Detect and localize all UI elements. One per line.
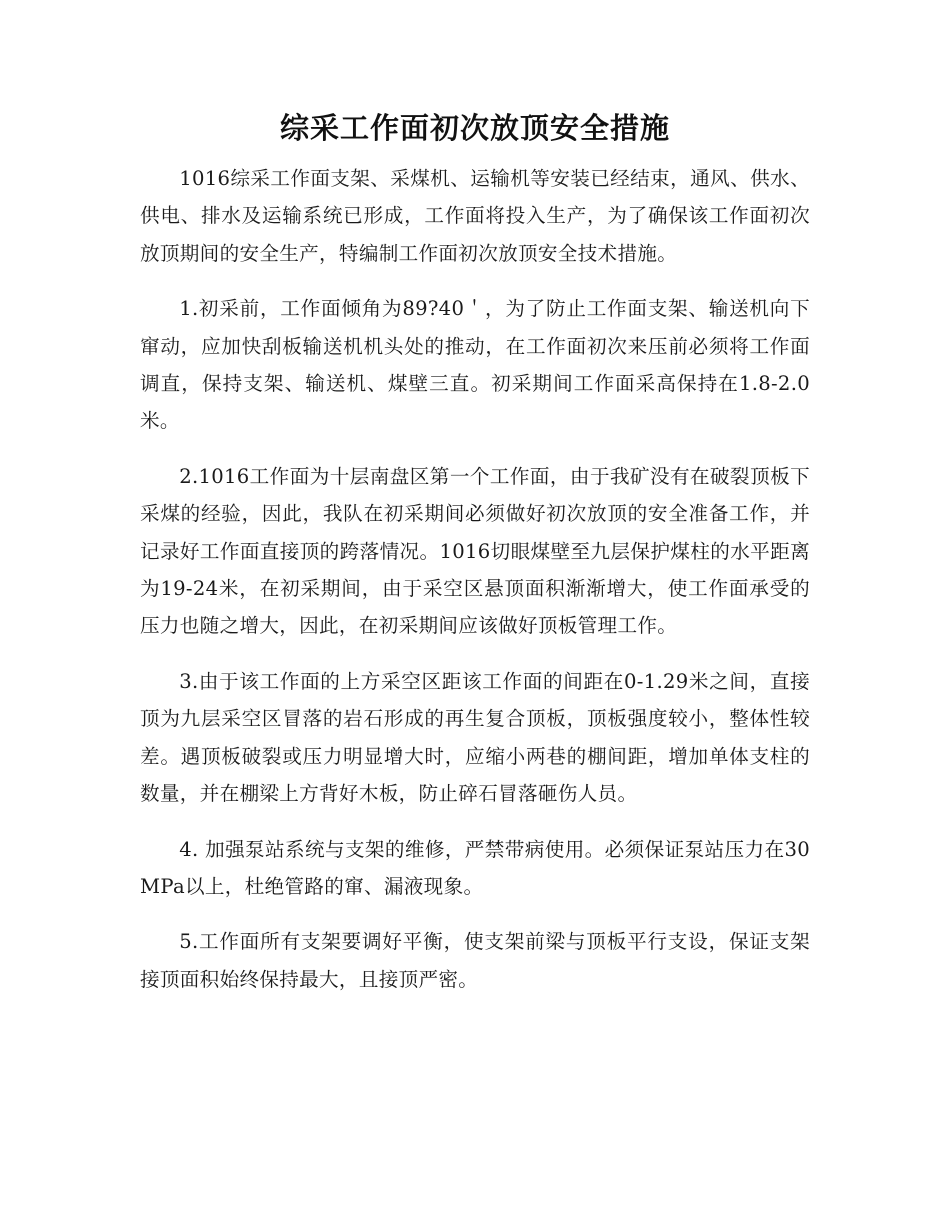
measure-5-paragraph: 5.工作面所有支架要调好平衡，使支架前梁与顶板平行支设，保证支架接顶面积始终保持最大，且接顶严密。 [140, 930, 810, 991]
intro-paragraph: 1016综采工作面支架、采煤机、运输机等安装已经结束，通风、供水、供电、排水及运输系统已形成，工作面将投入生产，为了确保该工作面初次放顶期间的安全生产，特编制工作面初次放顶安全技术措施。 [140, 167, 810, 265]
document-title: 综采工作面初次放顶安全措施 [279, 111, 670, 145]
measure-1-paragraph: 1.初采前，工作面倾角为89?40＇，为了防止工作面支架、输送机向下窜动，应加快刮板输送机机头处的推动，在工作面初次来压前必须将工作面调直，保持支架、输送机、煤壁三直。初采期间工作面采高保持在1.8-2.0米。 [140, 297, 810, 433]
measure-3-paragraph: 3.由于该工作面的上方采空区距该工作面的间距在0-1.29米之间，直接顶为九层采空区冒落的岩石形成的再生复合顶板，顶板强度较小，整体性较差。遇顶板破裂或压力明显增大时，应缩小两巷的棚间距，增加单体支柱的数量，并在棚梁上方背好木板，防止碎石冒落砸伤人员。 [140, 669, 810, 806]
measure-2-paragraph: 2.1016工作面为十层南盘区第一个工作面，由于我矿没有在破裂顶板下采煤的经验，因此，我队在初采期间必须做好初次放顶的安全准备工作，并记录好工作面直接顶的跨落情况。1016切眼煤壁至九层保护煤柱的水平距离为19-24米，在初采期间，由于采空区悬顶面积渐渐增大，使工作面承受的压力也随之增大，因此，在初采期间应该做好顶板管理工作。 [140, 464, 810, 638]
measure-4-paragraph: 4. 加强泵站系统与支架的维修，严禁带病使用。必须保证泵站压力在30MPa以上，杜绝管路的窜、漏液现象。 [140, 837, 810, 898]
